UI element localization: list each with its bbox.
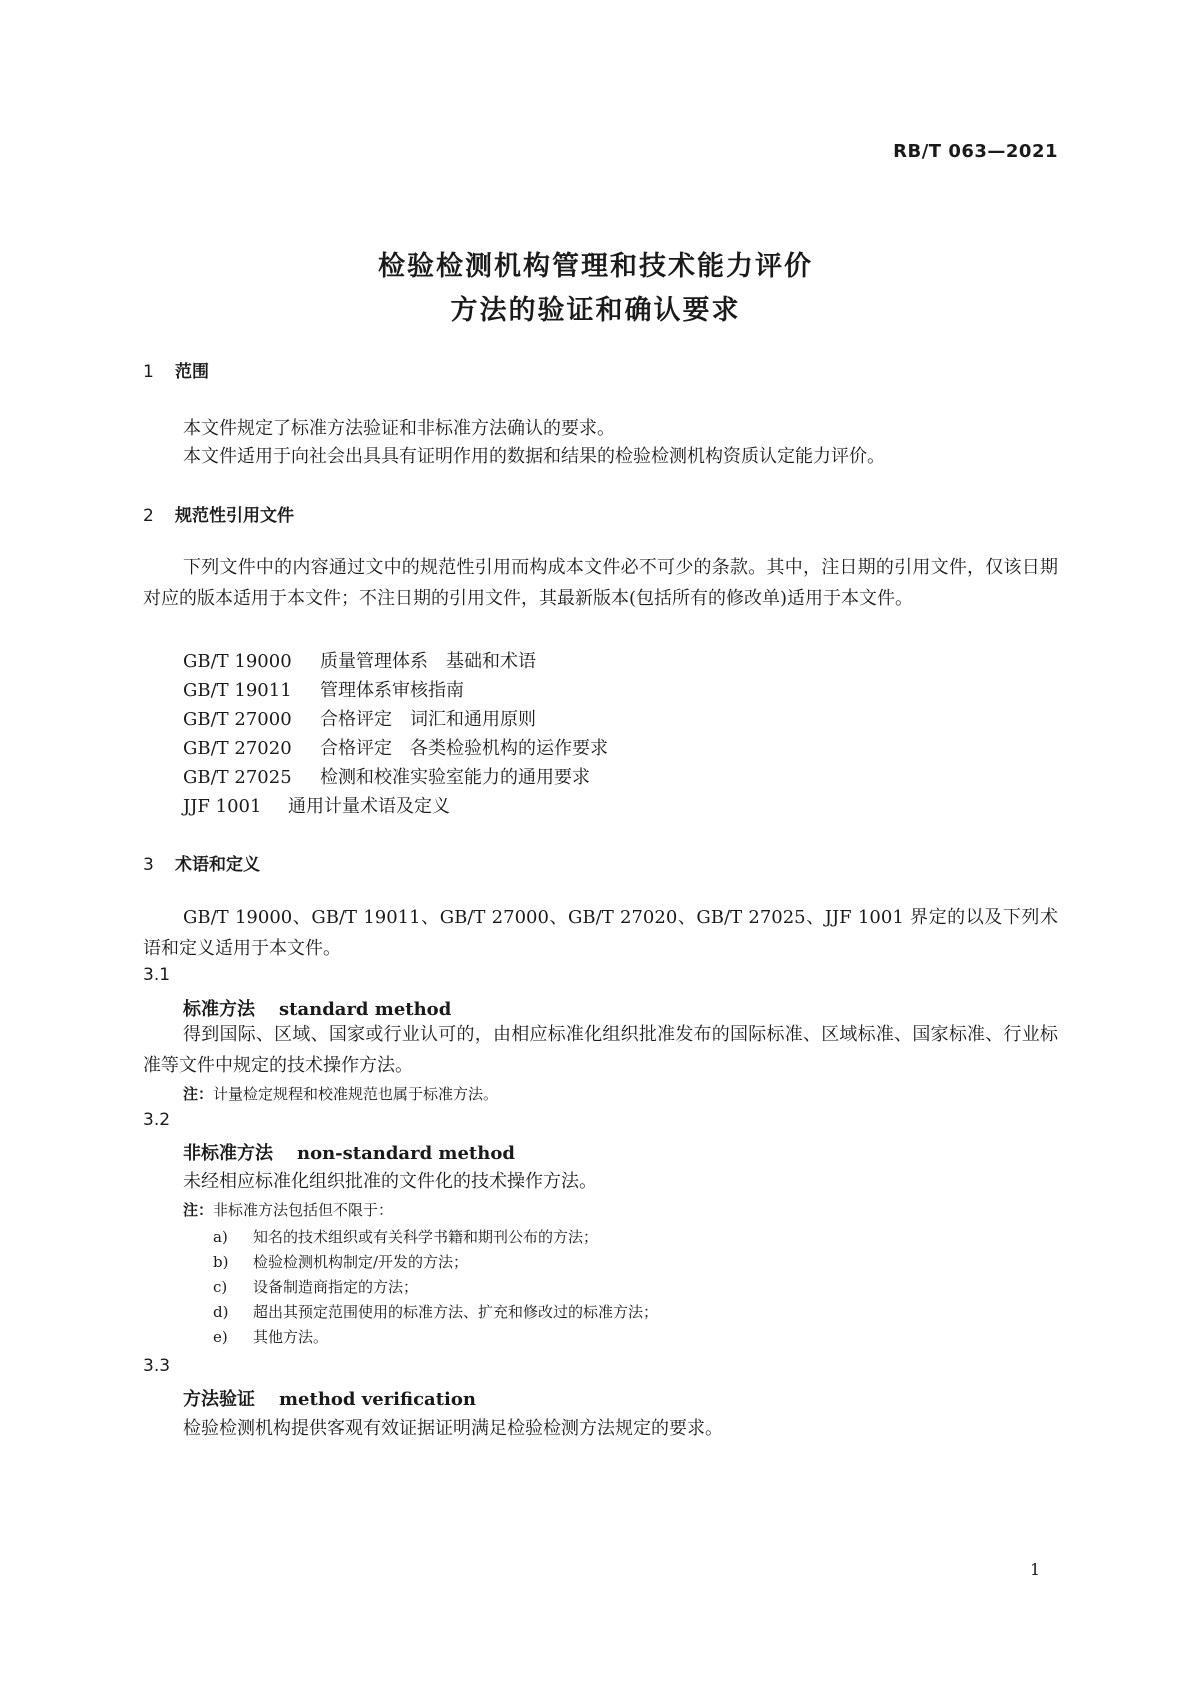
list-label: c) — [213, 1278, 228, 1296]
reference-title: 检测和校准实验室能力的通用要求 — [320, 767, 590, 788]
section-2-intro: 下列文件中的内容通过文中的规范性引用而构成本文件必不可少的条款。其中，注日期的引用文件，仅该日期对应的版本适用于本文件；不注日期的引用文件，其最新版本(包括所有的修改单)适用于本文件。 — [143, 557, 1058, 609]
standard-code: RB/T 063—2021 — [893, 141, 1058, 162]
reference-item — [183, 647, 536, 673]
term-definition: 检验检测机构提供客观有效证据证明满足检验检测方法规定的要求。 — [183, 1418, 723, 1439]
reference-item — [183, 792, 450, 818]
reference-code: GB/T 19000 — [183, 651, 292, 672]
reference-title: 通用计量术语及定义 — [288, 796, 450, 817]
reference-code: GB/T 19011 — [183, 680, 292, 701]
reference-title: 管理体系审核指南 — [320, 680, 464, 701]
list-text: 检验检测机构制定/开发的方法； — [253, 1253, 469, 1271]
reference-item — [183, 734, 608, 760]
list-text: 超出其预定范围使用的标准方法、扩充和修改过的标准方法； — [253, 1303, 659, 1321]
term-name-en: method verification — [279, 1389, 476, 1410]
term-number: 3.2 — [143, 1110, 171, 1130]
list-label: b) — [213, 1253, 229, 1271]
section-title: 范围 — [175, 362, 209, 382]
note-list-item — [213, 1301, 658, 1322]
section-1-heading — [143, 357, 209, 382]
reference-code: JJF 1001 — [183, 796, 262, 817]
section-1-paragraph: 本文件规定了标准方法验证和非标准方法确认的要求。 — [183, 418, 615, 439]
term-name-en: non-standard method — [297, 1143, 515, 1164]
list-text: 设备制造商指定的方法； — [253, 1278, 419, 1296]
section-number: 1 — [143, 362, 154, 382]
reference-code: GB/T 27020 — [183, 738, 292, 759]
section-1-paragraph: 本文件适用于向社会出具具有证明作用的数据和结果的检验检测机构资质认定能力评价。 — [183, 446, 885, 467]
section-3-heading — [143, 850, 260, 875]
note-text: 计量检定规程和校准规范也属于标准方法。 — [213, 1085, 499, 1103]
reference-title: 合格评定 词汇和通用原则 — [320, 709, 536, 730]
reference-item — [183, 676, 464, 702]
note-list-item — [213, 1226, 598, 1247]
section-number: 2 — [143, 506, 154, 526]
term-note — [183, 1199, 393, 1220]
list-label: d) — [213, 1303, 229, 1321]
note-list-item — [213, 1326, 328, 1347]
reference-item — [183, 705, 536, 731]
term-definition: 得到国际、区域、国家或行业认可的，由相应标准化组织批准发布的国际标准、区域标准、国家标准、行业标准等文件中规定的技术操作方法。 — [143, 1024, 1058, 1076]
section-title: 规范性引用文件 — [175, 506, 294, 526]
note-label: 注： — [183, 1201, 214, 1219]
reference-item — [183, 763, 590, 789]
term-name-zh: 方法验证 — [183, 1389, 255, 1410]
note-text: 非标准方法包括但不限于： — [213, 1201, 394, 1219]
reference-title: 质量管理体系 基础和术语 — [320, 651, 536, 672]
reference-title: 合格评定 各类检验机构的运作要求 — [320, 738, 608, 759]
term-name — [183, 1385, 476, 1411]
document-title-line-1: 检验检测机构管理和技术能力评价 — [378, 251, 813, 282]
page-number: 1 — [1030, 1560, 1041, 1579]
section-number: 3 — [143, 855, 154, 875]
list-text: 知名的技术组织或有关科学书籍和期刊公布的方法； — [253, 1228, 599, 1246]
term-number: 3.1 — [143, 965, 171, 985]
term-name-en: standard method — [279, 999, 452, 1020]
reference-code: GB/T 27025 — [183, 767, 292, 788]
term-note — [183, 1083, 498, 1104]
term-name-zh: 标准方法 — [183, 999, 255, 1020]
note-list-item — [213, 1251, 468, 1272]
section-3-intro: GB/T 19000、GB/T 19011、GB/T 27000、GB/T 27020、GB/T 27025、JJF 1001 界定的以及下列术语和定义适用于本文件。 — [143, 907, 1058, 959]
note-list-item — [213, 1276, 418, 1297]
term-definition: 未经相应标准化组织批准的文件化的技术操作方法。 — [183, 1171, 597, 1192]
document-title-line-2: 方法的验证和确认要求 — [450, 295, 741, 326]
section-title: 术语和定义 — [175, 855, 260, 875]
term-name — [183, 1139, 515, 1165]
reference-code: GB/T 27000 — [183, 709, 292, 730]
list-label: e) — [213, 1328, 228, 1346]
term-number: 3.3 — [143, 1356, 171, 1376]
note-label: 注： — [183, 1085, 214, 1103]
section-2-heading — [143, 501, 294, 526]
list-text: 其他方法。 — [253, 1328, 329, 1346]
list-label: a) — [213, 1228, 228, 1246]
term-name-zh: 非标准方法 — [183, 1143, 273, 1164]
term-name — [183, 995, 451, 1021]
